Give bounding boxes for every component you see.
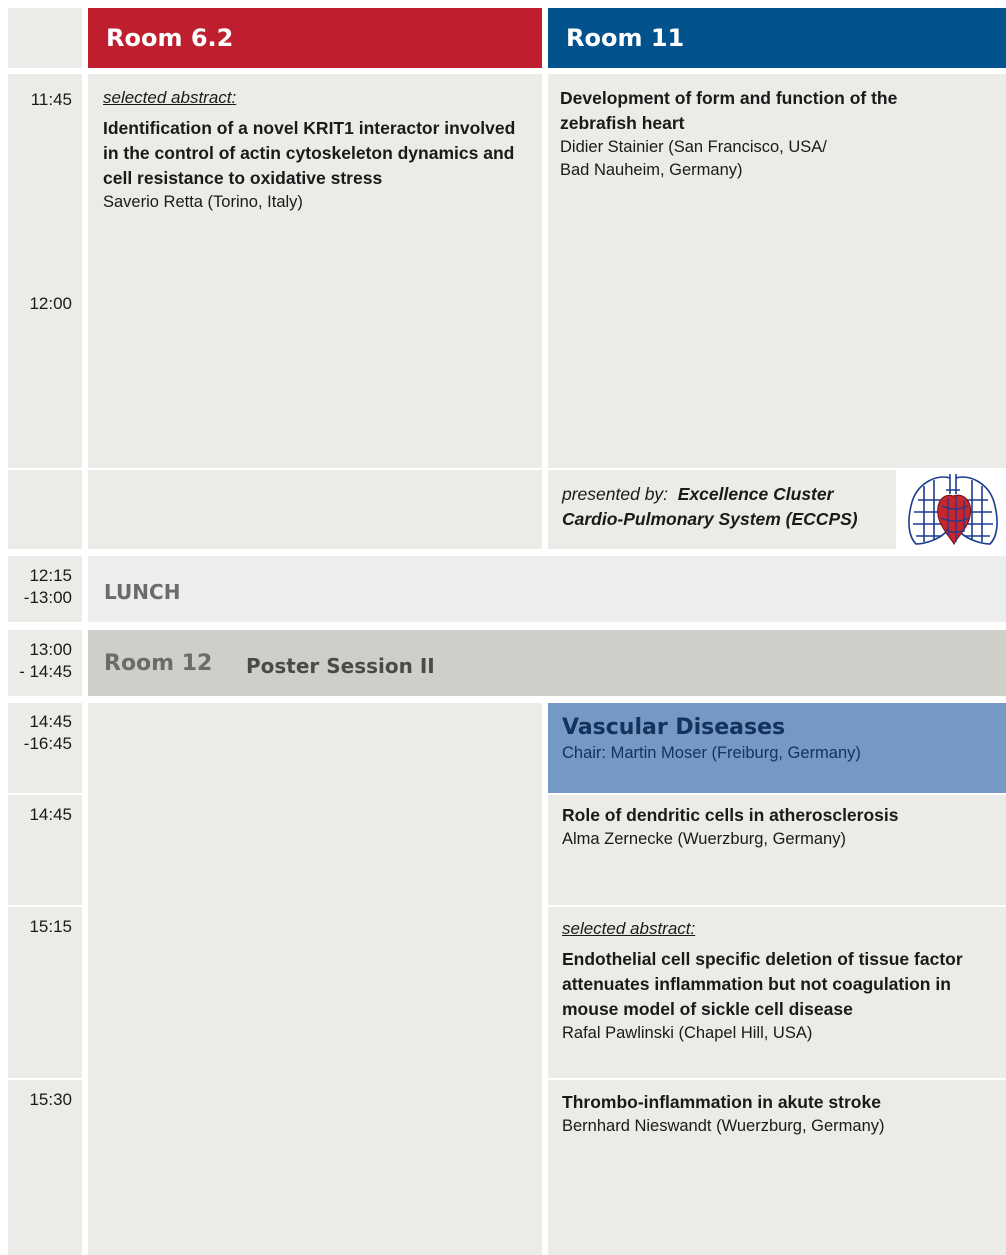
header-time-corner xyxy=(8,8,82,68)
session-title: Vascular Diseases xyxy=(562,715,786,740)
left-empty-cell xyxy=(88,470,542,549)
room-11-header xyxy=(548,8,1006,68)
talk-1445-speaker: Alma Zernecke (Wuerzburg, Germany) xyxy=(562,830,846,848)
time-column-block-2 xyxy=(8,703,82,1255)
room-11-label: Room 11 xyxy=(566,24,685,52)
talk-1515-cell xyxy=(548,907,1006,1078)
eccps-logo xyxy=(898,470,1006,549)
lunch-label: LUNCH xyxy=(104,580,181,604)
room-6-2-label: Room 6.2 xyxy=(106,24,234,52)
presented-by-org-line2: Cardio-Pulmonary System (ECCPS) xyxy=(562,509,858,529)
session-end-time: -16:45 xyxy=(23,734,72,753)
talk-1515-title: Endothelial cell specific deletion of tissue factor attenuates inflammation but not coagulation in mouse model of sickle cell disease xyxy=(562,949,963,1019)
heart-lungs-logo-icon xyxy=(898,470,1006,549)
time-divider-3 xyxy=(8,905,82,907)
right-talk-speaker-line1: Didier Stainier (San Francisco, USA/ xyxy=(560,138,827,156)
poster-room-label: Room 12 xyxy=(104,651,213,676)
poster-session-title: Poster Session II xyxy=(246,654,435,678)
time-12-00: 12:00 xyxy=(29,294,72,313)
presented-by-org-line1: Excellence Cluster xyxy=(677,484,834,504)
talk-1530-speaker: Bernhard Nieswandt (Wuerzburg, Germany) xyxy=(562,1117,885,1135)
talk-1515-speaker: Rafal Pawlinski (Chapel Hill, USA) xyxy=(562,1024,813,1042)
talk-1445-title: Role of dendritic cells in atherosclerosis xyxy=(562,805,899,825)
session-chair: Chair: Martin Moser (Freiburg, Germany) xyxy=(562,744,861,762)
time-15-15: 15:15 xyxy=(29,917,72,936)
time-14-45: 14:45 xyxy=(29,805,72,824)
left-talk-title: Identification of a novel KRIT1 interactor involved in the control of actin cytoskeleton dynamics and cell resistance to oxidative stress xyxy=(103,118,516,188)
time-divider-4 xyxy=(8,1078,82,1080)
presented-by-line1 xyxy=(562,482,896,507)
time-11-45: 11:45 xyxy=(30,90,72,109)
poster-start-time: 13:00 xyxy=(29,640,72,659)
session-start-time: 14:45 xyxy=(29,712,72,731)
left-talk-speaker: Saverio Retta (Torino, Italy) xyxy=(103,193,303,211)
talk-1445-cell xyxy=(548,795,1006,905)
left-talk-cell xyxy=(88,74,542,468)
lunch-start-time: 12:15 xyxy=(29,566,72,585)
right-talk-cell xyxy=(548,74,1006,468)
presented-by-line2 xyxy=(562,507,896,532)
right-talk-title: Development of form and function of the zebrafish heart xyxy=(560,88,898,133)
room-6-2-header xyxy=(88,8,542,68)
talk-1530-cell xyxy=(548,1080,1006,1255)
left-selected-abstract: selected abstract: xyxy=(103,88,237,107)
time-divider-2 xyxy=(8,793,82,795)
lunch-band xyxy=(88,556,1006,622)
presented-by-label: presented by: xyxy=(562,484,669,504)
talk-1530-title: Thrombo-inflammation in akute stroke xyxy=(562,1092,881,1112)
time-divider xyxy=(8,468,82,470)
vascular-diseases-session-header xyxy=(548,703,1006,793)
time-15-30: 15:30 xyxy=(29,1090,72,1109)
poster-band xyxy=(88,630,1006,696)
presented-by-cell xyxy=(548,470,896,549)
talk-1515-selected-abstract: selected abstract: xyxy=(562,919,696,938)
left-empty-session-column xyxy=(88,703,542,1255)
lunch-end-time: -13:00 xyxy=(23,588,72,607)
right-talk-speaker-line2: Bad Nauheim, Germany) xyxy=(560,161,743,179)
poster-end-time: - 14:45 xyxy=(19,662,72,681)
